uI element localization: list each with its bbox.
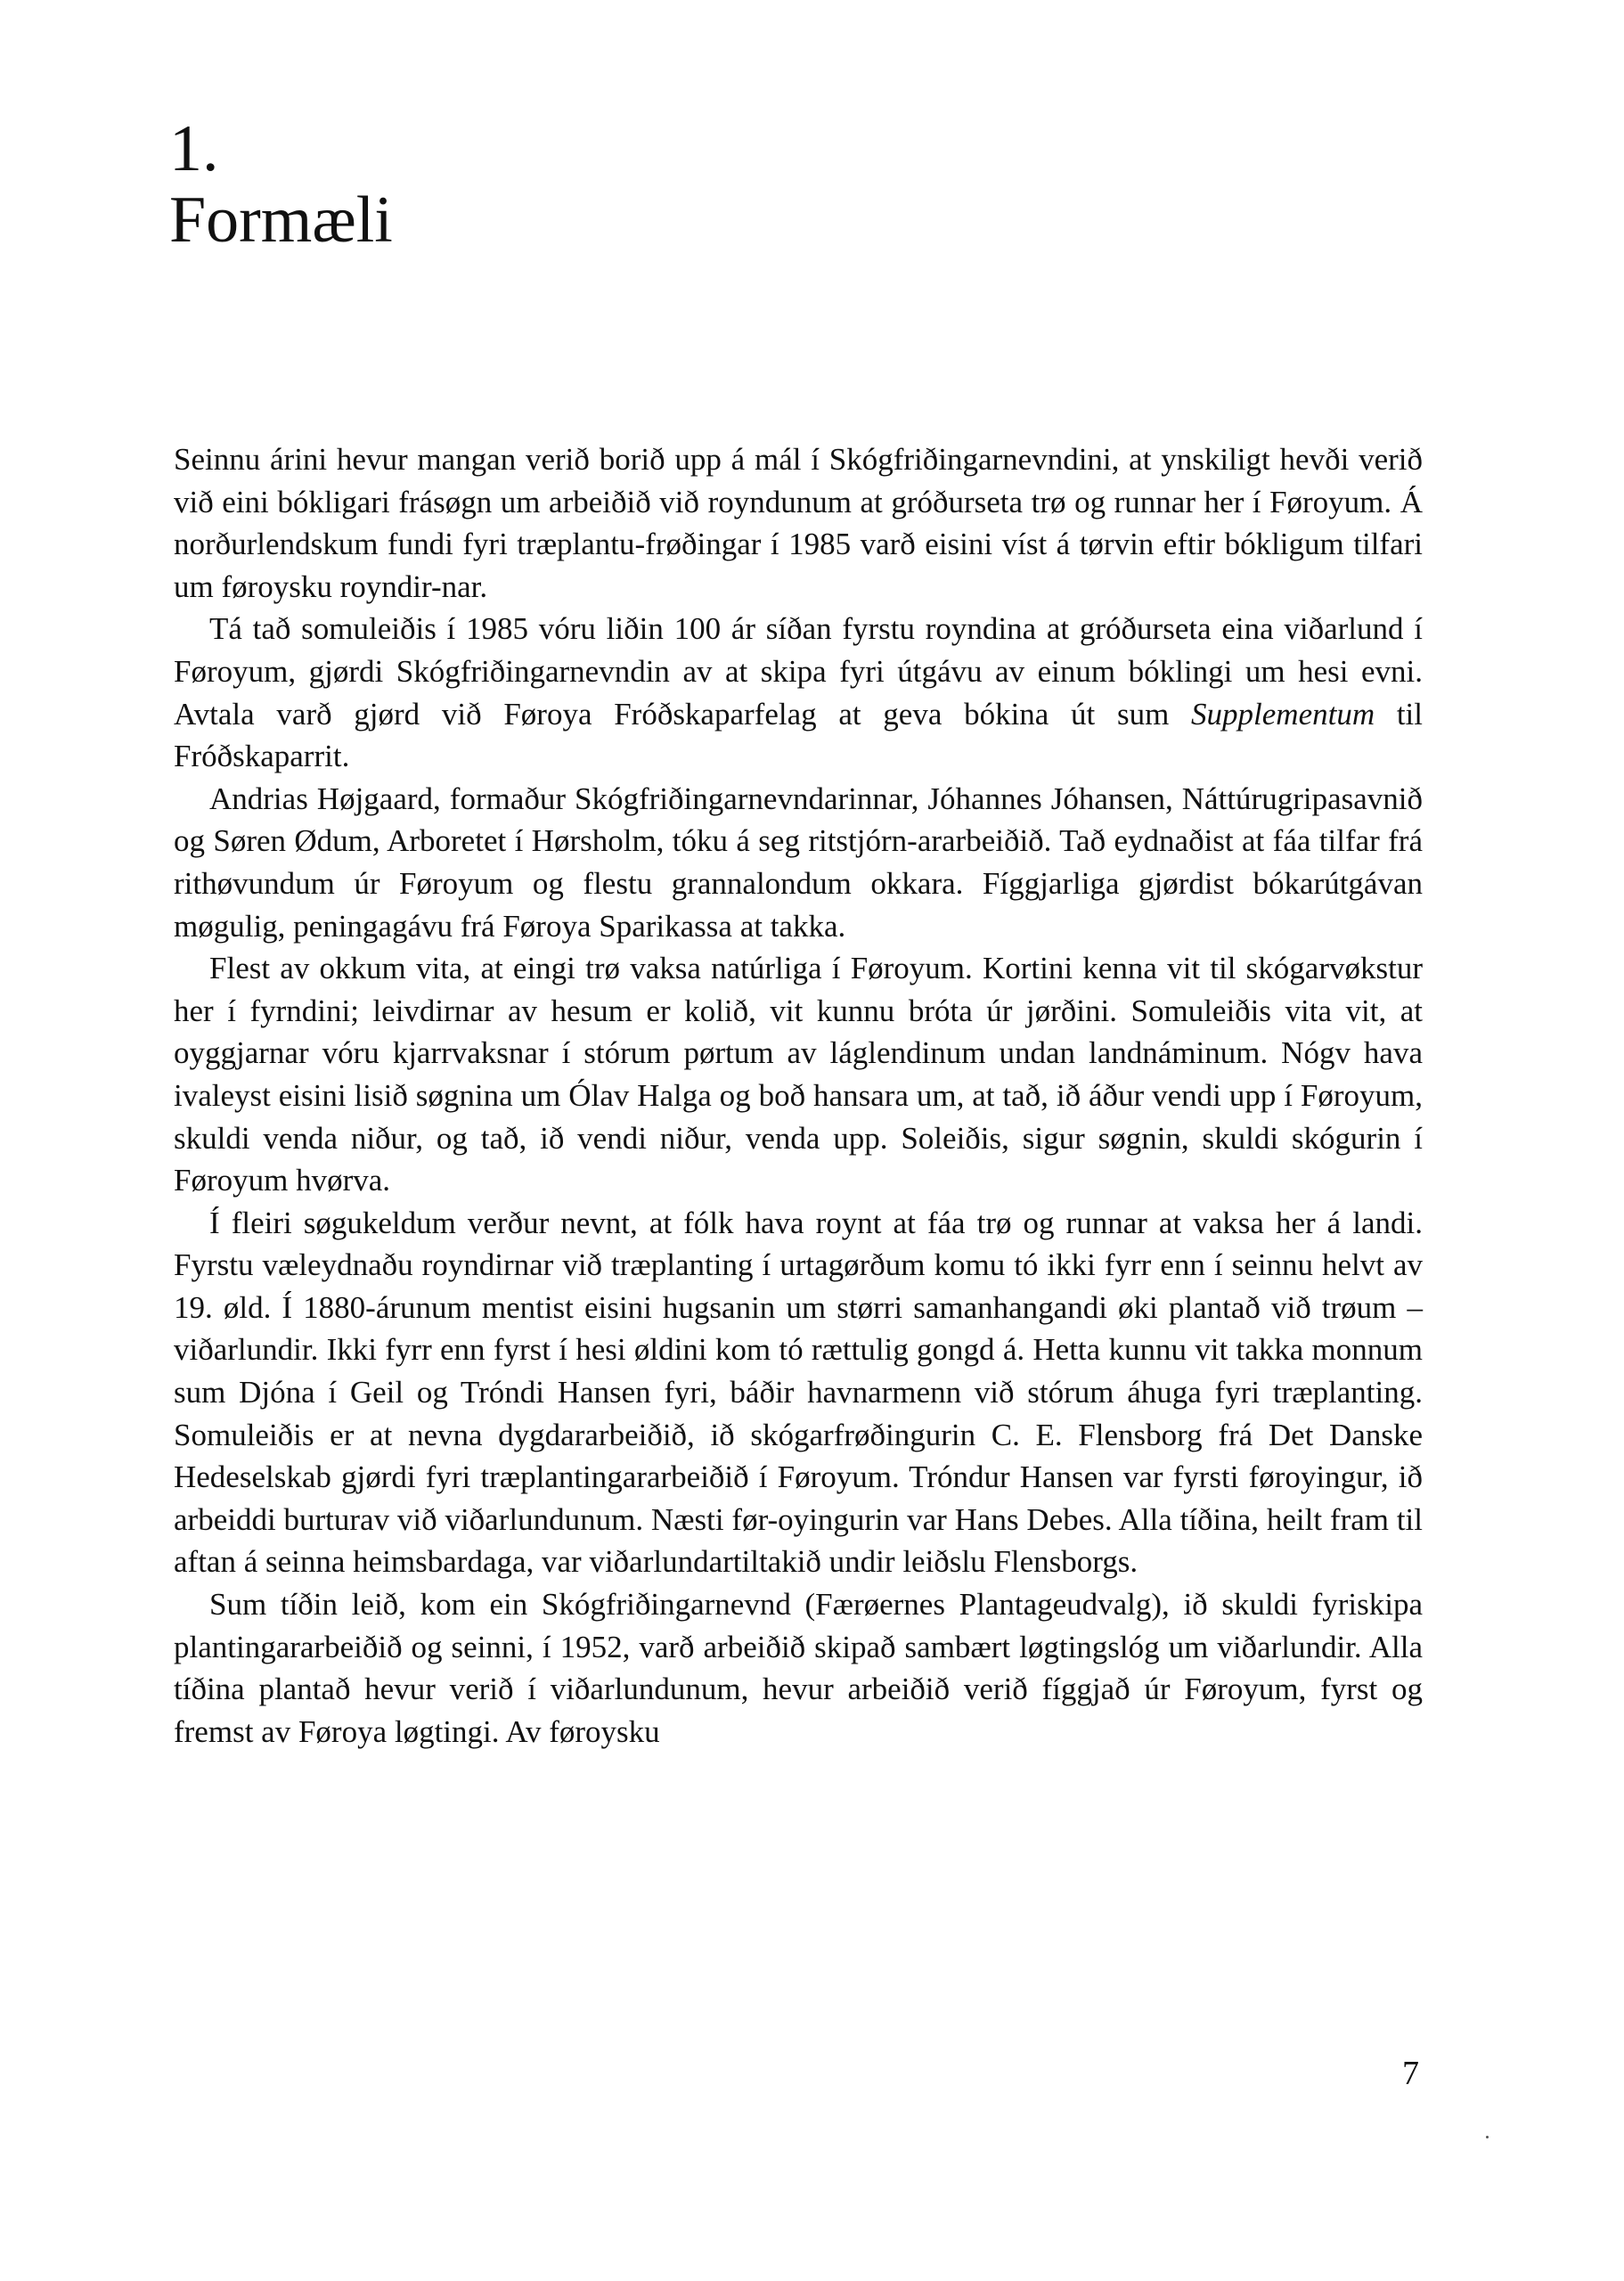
italic-title: Supplementum xyxy=(1191,696,1375,732)
paragraph: Í fleiri søgukeldum verður nevnt, at fólk hava roynt at fáa trø og runnar at vaksa her á landi. Fyrstu væleydnaðu royndirnar við træplanting í urtagørðum komu tó ikki fyrr enn í seinnu helvt av 19. øld. Í 1880-árunum mentist eisini hugsanin um størri samanhangandi øki plantað við trøum – viðarlundir. Ikki fyrr enn fyrst í hesi øldini kom tó rættulig gongd á. Hetta kunnu vit takka monnum sum Djóna í Geil og Tróndi Hansen fyri, báðir havnarmenn við stórum áhuga fyri træplanting. Somuleiðis er at nevna dygdararbeiðið, ið skógarfrøðingurin C. E. Flensborg frá Det Danske Hedeselskab gjørdi fyri træplantingararbeiðið í Føroyum. Tróndur Hansen var fyrsti føroyingur, ið arbeiddi burturav við viðarlundunum. Næsti før-oyingurin var Hans Debes. Alla tíðina, heilt fram til aftan á seinna heimsbardaga, var viðarlundartiltakið undir leiðslu Flensborgs. xyxy=(174,1205,1423,1580)
paragraph: Flest av okkum vita, at eingi trø vaksa natúrliga í Føroyum. Kortini kenna vit til skógarvøkstur her í fyrndini; leivdirnar av hesum er kolið, vit kunnu bróta úr jørðini. Somuleiðis vita vit, at oyggjarnar vóru kjarrvaksnar í stórum pørtum av láglendinum undan landnáminum. Nógv hava ivaleyst eisini lisið søgnina um Ólav Halga og boð hansara um, at tað, ið áður vendi upp í Føroyum, skuldi venda niður, og tað, ið vendi niður, venda upp. Soleiðis, sigur søgnin, skuldi skógurin í Føroyum hvørva. xyxy=(174,951,1423,1198)
page-number: 7 xyxy=(1402,2055,1419,2092)
scan-speck xyxy=(1486,2136,1489,2138)
paragraph: Sum tíðin leið, kom ein Skógfriðingarnevnd (Færøernes Plantageudvalg), ið skuldi fyriskipa plantingararbeiðið og seinni, í 1952, varð arbeiðið skipað sambært løgtingslóg um viðarlundir. Alla tíðina plantað hevur verið í viðarlundunum, hevur arbeiðið verið fíggjað úr Føroyum, fyrst og fremst av Føroya løgtingi. Av føroysku xyxy=(174,1587,1423,1749)
chapter-number: 1. xyxy=(169,112,219,185)
paragraph: Andrias Højgaard, formaður Skógfriðingarnevndarinnar, Jóhannes Jóhansen, Náttúrugripasavnið og Søren Ødum, Arboretet í Hørsholm, tóku á seg ritstjórn-ararbeiðið. Tað eydnaðist at fáa tilfar frá rithøvundum úr Føroyum og flestu grannalondum okkara. Fíggjarliga gjørdist bókarútgávan møgulig, peningagávu frá Føroya Sparikassa at takka. xyxy=(174,781,1423,944)
paragraph: Seinnu árini hevur mangan verið borið upp á mál í Skógfriðingarnevndini, at ynskiligt hevði verið við eini bókligari frásøgn um arbeiðið við royndunum at gróðurseta trø og runnar her í Føroyum. Á norðurlendskum fundi fyri træplantu-frøðingar í 1985 varð eisini víst á tørvin eftir bókligum tilfari um føroysku royndir-nar. xyxy=(174,442,1423,604)
paragraph-text: til Fróðskaparrit. xyxy=(174,696,1423,774)
body-text xyxy=(174,438,1423,1753)
chapter-title: Formæli xyxy=(169,184,393,257)
paragraph-text: Tá tað somuleiðis í 1985 vóru liðin 100 ár síðan fyrstu royndina at gróðurseta eina viðarlund í Føroyum, gjørdi Skógfriðingarnevndin av at skipa fyri útgávu av einum bóklingi um hesi evni. Avtala varð gjørd við Føroya Fróðskaparfelag at geva bókina út sum xyxy=(174,611,1423,732)
paragraph xyxy=(174,608,1423,777)
